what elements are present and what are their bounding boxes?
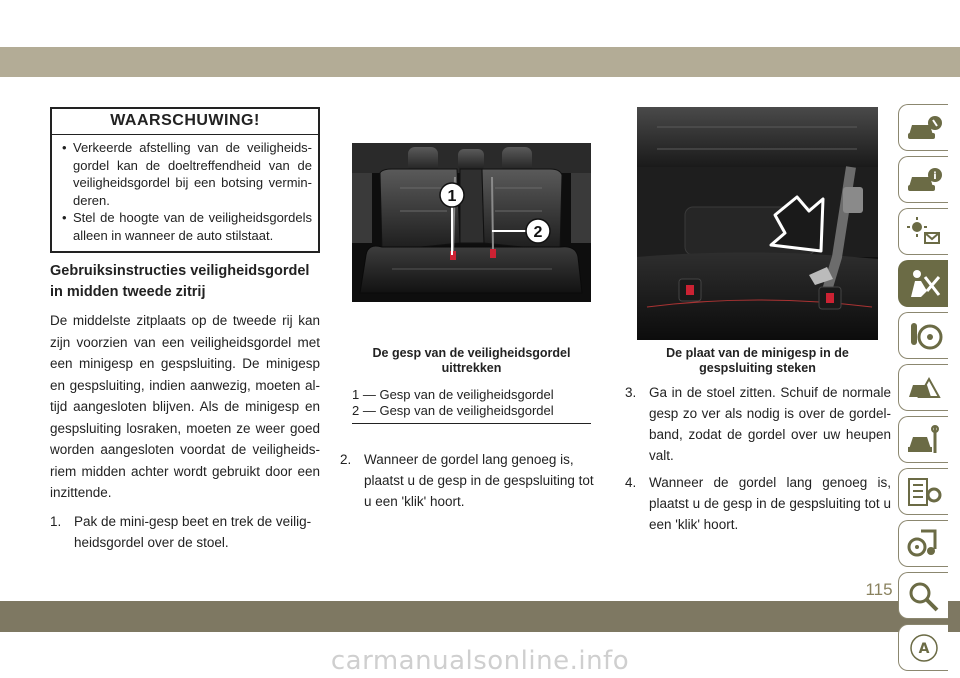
callout-2-label: 2 <box>533 224 543 241</box>
tab-key-steering-wheel[interactable] <box>898 312 948 359</box>
watermark: carmanualsonline.info <box>330 646 630 676</box>
warning-title: WAARSCHUWING! <box>52 109 318 135</box>
figure-1-legend <box>352 387 591 424</box>
mini-buckle-illustration <box>637 107 878 340</box>
page-number: 115 <box>865 580 893 599</box>
body-paragraph: De middelste zitplaats op de tweede rij kan zijn voorzien van een veiligheidsgordel met een minigesp en gespsluiting. De minigesp en gespsluiting, indien aanwezig, moeten al-tijd aangesloten blijven. Als de minigesp en gespsluiting losraken, moeten ze weer goed worden aangesloten voordat de veiligheids-riem midden achter wordt gebruikt door een inzittende. <box>50 313 320 500</box>
svg-text:A: A <box>918 640 929 657</box>
figure-rear-seat-photo <box>352 143 591 302</box>
car-emergency-icon <box>905 371 943 405</box>
column-left <box>50 107 320 553</box>
legend-item-2: 2 — Gesp van de veiligheidsgordel <box>352 403 554 418</box>
svg-text:i: i <box>932 170 937 182</box>
warning-box <box>50 107 320 253</box>
seat-airbag-icon <box>905 267 943 301</box>
callout-1-label: 1 <box>447 188 457 205</box>
step-4: 4. Wanneer de gordel lang genoeg is, plaatst u de gesp in de gespsluiting tot u een 'klik' hoort. <box>625 475 891 532</box>
figure-mini-buckle-photo <box>637 107 878 340</box>
tab-seat-airbag[interactable] <box>898 260 948 307</box>
tab-car-warning[interactable] <box>898 156 948 203</box>
spec-list-icon <box>905 475 943 509</box>
rear-seat-illustration <box>352 143 591 302</box>
step-3: 3. Ga in de stoel zitten. Schuif de normale gesp zo ver als nodig is over de gordel-band, zodat de gordel over uw heupen valt. <box>625 385 891 463</box>
column-right-steps <box>625 382 891 541</box>
tab-spec-list[interactable] <box>898 468 948 515</box>
tab-dashboard-lights[interactable] <box>898 208 948 255</box>
car-warning-icon <box>905 163 943 197</box>
warning-item: • Verkeerde afstelling van de veiligheids-gordel kan de doeltreffendheid van de veiligheidsgordel bij een botsing vermin-deren. <box>62 139 312 209</box>
dashboard-lights-icon <box>905 215 943 249</box>
tab-car-info[interactable] <box>898 104 948 151</box>
key-steering-wheel-icon <box>905 319 943 353</box>
search-icon <box>905 579 943 613</box>
tab-multimedia[interactable] <box>898 520 948 567</box>
step-2: 2. Wanneer de gordel lang genoeg is, plaatst u de gesp in de gespsluiting tot u een 'klik' hoort. <box>340 452 594 509</box>
tab-car-emergency[interactable] <box>898 364 948 411</box>
section-heading: Gebruiksinstructies veiligheidsgordel in midden tweede zitrij <box>50 263 310 300</box>
figure-2-caption: De plaat van de minigesp in de gespsluiting steken <box>666 346 849 375</box>
step-1: 1. Pak de mini-gesp beet en trek de veilig-heidsgordel over de stoel. <box>50 513 312 550</box>
figure-1-caption: De gesp van de veiligheidsgordel uittrekken <box>372 346 571 375</box>
chapter-tabs <box>898 104 948 676</box>
warning-list <box>52 135 318 251</box>
column-middle-steps <box>340 449 604 512</box>
car-service-icon <box>905 423 943 457</box>
car-info-icon <box>905 111 943 145</box>
header-band <box>0 47 960 77</box>
legend-item-1: 1 — Gesp van de veiligheidsgordel <box>352 387 554 402</box>
warning-item: • Stel de hoogte van de veiligheidsgordels alleen in wanneer de auto stilstaat. <box>62 209 312 244</box>
multimedia-icon <box>905 527 943 561</box>
tab-search[interactable] <box>898 572 948 619</box>
tab-car-service[interactable] <box>898 416 948 463</box>
footer-band <box>0 601 960 632</box>
